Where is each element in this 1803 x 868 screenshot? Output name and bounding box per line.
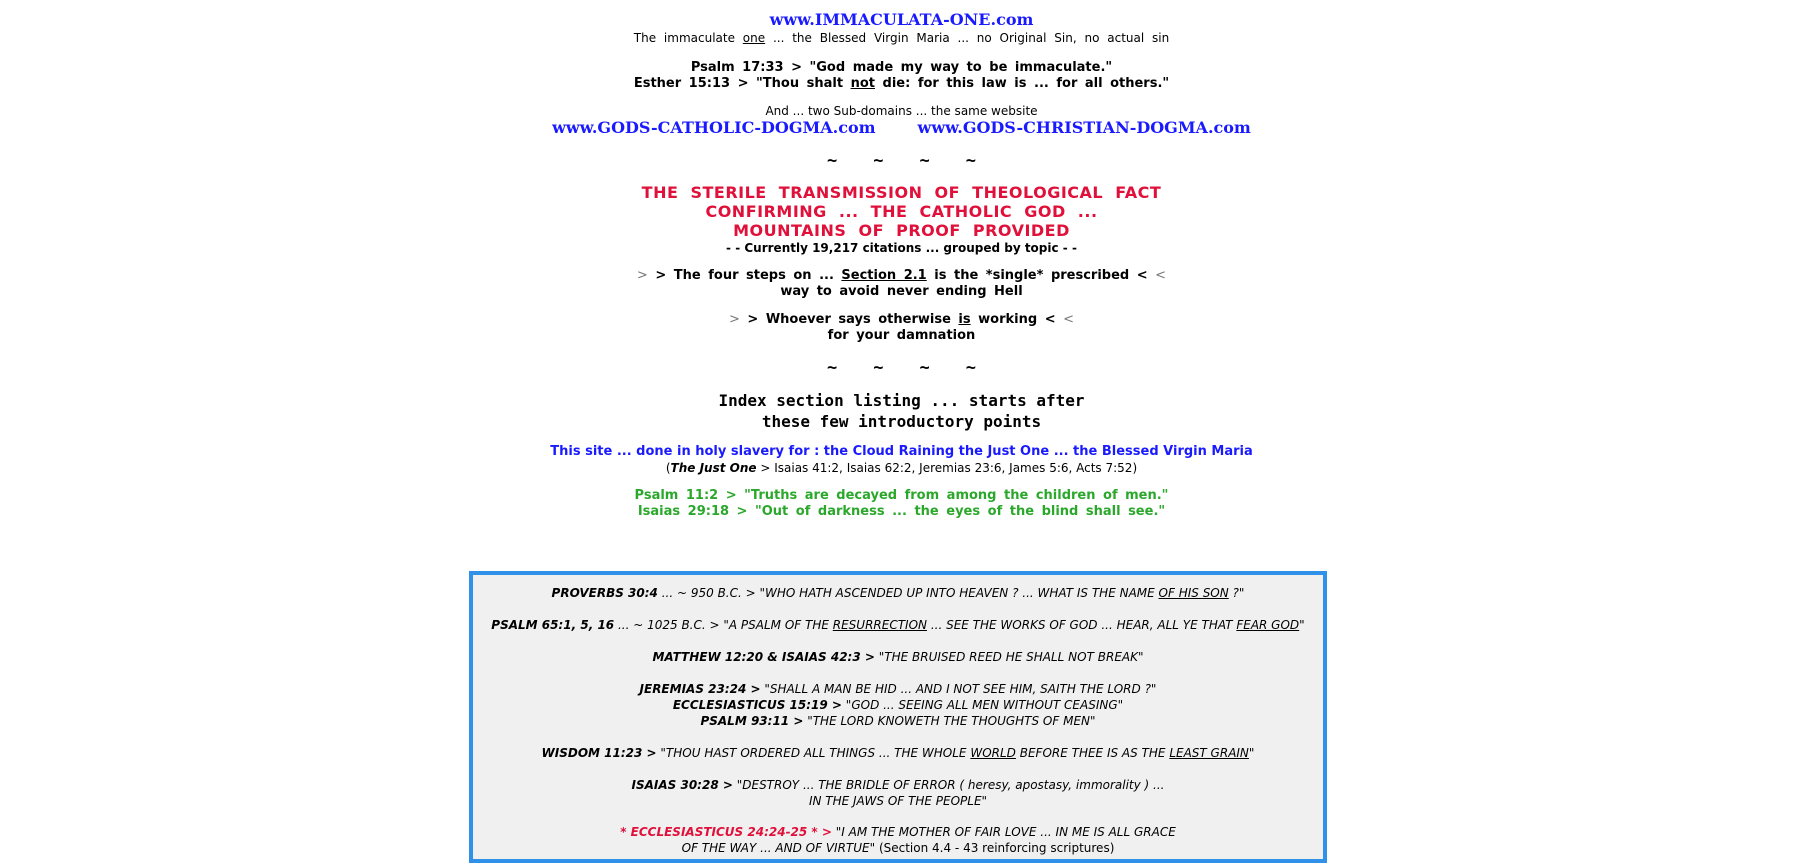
tilde-divider-2: ~ ~ ~ ~ [827,358,976,378]
proverbs-30-4-row: PROVERBS 30:4 ... ~ 950 B.C. > "WHO HATH ASCENDED UP INTO HEAVEN ? ... WHAT IS THE NAME OF HIS SON ?" [551,586,1245,600]
isaias-30-28-row: ISAIAS 30:28 > "DESTROY ... THE BRIDLE OF ERROR ( heresy, apostasy, immorality ) ... [631,778,1165,792]
sterile-transmission-heading: THE STERILE TRANSMISSION OF THEOLOGICAL FACT CONFIRMING ... THE CATHOLIC GOD ... MOUNTAINS OF PROOF PROVIDED [641,183,1162,240]
psalm-93-11-row: PSALM 93:11 > "THE LORD KNOWETH THE THOUGHTS OF MEN" [700,714,1096,728]
scripture-quote-box [469,571,1327,863]
site-url-link[interactable]: www.IMMACULATA-ONE.com [769,10,1034,29]
matthew-12-20-row: MATTHEW 12:20 & ISAIAS 42:3 > "THE BRUISED REED HE SHALL NOT BREAK" [652,650,1144,664]
isaias-29-18-verse: Isaias 29:18 > "Out of darkness ... the eyes of the blind shall see." [637,504,1166,519]
psalm-17-33-verse: Psalm 17:33 > "God made my way to be immaculate." [690,60,1113,75]
catholic-dogma-link[interactable]: www.GODS-CATHOLIC-DOGMA.com [552,118,876,137]
tagline: The immaculate one ... the Blessed Virgin Maria ... no Original Sin, no actual sin [633,31,1170,45]
isaias-30-28-row-cont: IN THE JAWS OF THE PEOPLE" [808,794,988,808]
ecclesiasticus-24-24-row: * ECCLESIASTICUS 24:24-25 * > "I AM THE MOTHER OF FAIR LOVE ... IN ME IS ALL GRACE [620,825,1176,839]
psalm-65-row: PSALM 65:1, 5, 16 ... ~ 1025 B.C. > "A PSALM OF THE RESURRECTION ... SEE THE WORKS OF GOD ... HEAR, ALL YE THAT FEAR GOD" [491,618,1305,632]
christian-dogma-link[interactable]: www.GODS-CHRISTIAN-DOGMA.com [917,118,1251,137]
esther-15-13-verse: Esther 15:13 > "Thou shalt not die: for this law is ... for all others." [633,76,1170,91]
index-heading: Index section listing ... starts after these few introductory points [718,391,1085,431]
section-4-4-note: (Section 4.4 - 43 reinforcing scriptures) [875,841,1115,855]
subdomains-row [0,119,1803,137]
just-one-references: (The Just One > Isaias 41:2, Isaias 62:2, Jeremias 23:6, James 5:6, Acts 7:52) [665,461,1138,475]
holy-slavery-line: This site ... done in holy slavery for : the Cloud Raining the Just One ... the Blessed Virgin Maria [550,444,1253,459]
whoever-notice: > > Whoever says otherwise is working < < for your damnation [728,312,1075,343]
jeremias-23-24-row: JEREMIAS 23:24 > "SHALL A MAN BE HID ... AND I NOT SEE HIM, SAITH THE LORD ?" [639,682,1157,696]
tilde-divider: ~ ~ ~ ~ [827,151,976,171]
ecclesiasticus-15-19-row: ECCLESIASTICUS 15:19 > "GOD ... SEEING ALL MEN WITHOUT CEASING" [672,698,1124,712]
psalm-11-2-verse: Psalm 11:2 > "Truths are decayed from among the children of men." [634,488,1169,503]
four-steps-notice: > > The four steps on ... Section 2.1 is the *single* prescribed < < way to avoid never ending Hell [636,268,1167,299]
subdomains-intro: And ... two Sub-domains ... the same website [765,104,1038,118]
ecclesiasticus-24-24-row-cont: OF THE WAY ... AND OF VIRTUE" (Section 4.4 - 43 reinforcing scriptures) [681,841,1115,855]
tagline-one-underline: one [742,31,766,45]
citation-count: - - Currently 19,217 citations ... grouped by topic - - [726,241,1077,255]
section-2-1-link[interactable]: Section 2.1 [841,268,927,283]
wisdom-11-23-row: WISDOM 11:23 > "THOU HAST ORDERED ALL THINGS ... THE WHOLE WORLD BEFORE THEE IS AS THE LEAST GRAIN" [541,746,1255,760]
